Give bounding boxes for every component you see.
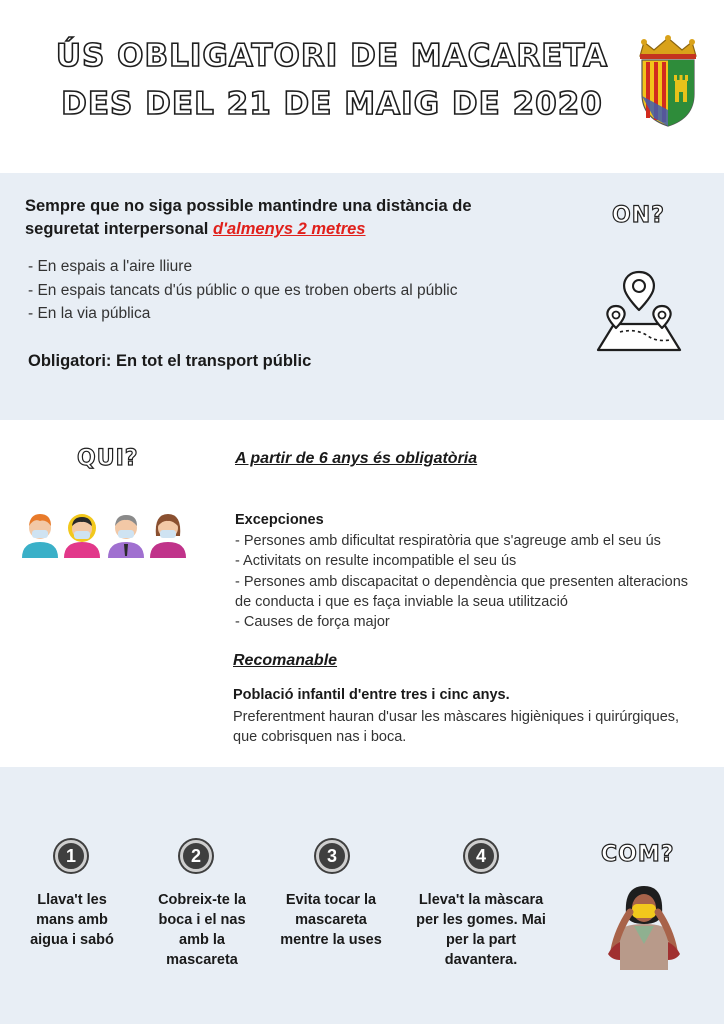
- step-number: 2: [180, 840, 212, 872]
- exception-item: - Causes de força major: [235, 614, 390, 630]
- exception-item: - Activitats on resulte incompatible el seu ús: [235, 553, 517, 569]
- page-title-line-1: ÚS OBLIGATORI DE MACARETA: [55, 38, 609, 74]
- who-age-rule: A partir de 6 anys és obligatòria: [235, 450, 478, 467]
- exceptions-title: Excepciones: [235, 512, 324, 528]
- where-item: - En espais a l'aire lliure: [28, 258, 193, 275]
- exception-item: - Persones amb dificultat respiratòria que s'agreuge amb el seu ús: [235, 533, 661, 549]
- where-mandatory-text: Obligatori: En tot el transport públic: [28, 352, 312, 370]
- where-item: - En la via pública: [28, 305, 151, 322]
- step-text: Cobreix-te la boca i el nas amb la mascareta: [158, 892, 246, 968]
- where-lead-text: [25, 195, 525, 241]
- step-number: 3: [316, 840, 348, 872]
- recommended-title: Recomanable: [233, 652, 338, 669]
- where-heading: ON?: [612, 203, 665, 228]
- step-number: 1: [55, 840, 87, 872]
- step-text: Lleva't la màscara per les gomes. Mai per la part davantera.: [416, 892, 546, 968]
- where-lead-highlight: d'almenys 2 metres: [212, 220, 366, 238]
- how-heading: COM?: [601, 842, 675, 867]
- page-title-line-2: DES DEL 21 DE MAIG DE 2020: [61, 86, 603, 122]
- map-pins-icon: [596, 270, 682, 354]
- where-lead-main: Sempre que no siga possible mantindre una distància de seguretat interpersonal: [25, 197, 472, 238]
- step-text: Llava't les mans amb aigua i sabó: [30, 892, 114, 948]
- person-putting-on-mask-icon: [604, 880, 684, 970]
- who-heading: QUI?: [77, 446, 139, 471]
- recommended-text: Preferentment hauran d'usar les màscares higièniques i quirúrgiques, que cobrisquen nas i boca.: [233, 709, 680, 745]
- exception-item: - Persones amb discapacitat o dependència que presenten alteracions de conducta i que es faça inviable la seua utilització: [235, 574, 689, 610]
- step-number: 4: [465, 840, 497, 872]
- step-text: Evita tocar la mascareta mentre la uses: [280, 892, 382, 948]
- where-item: - En espais tancats d'ús públic o que es troben oberts al públic: [28, 282, 458, 299]
- masked-people-icon: [20, 506, 190, 558]
- recommended-subtitle: Població infantil d'entre tres i cinc anys.: [233, 687, 510, 703]
- coat-of-arms-icon: [632, 34, 704, 130]
